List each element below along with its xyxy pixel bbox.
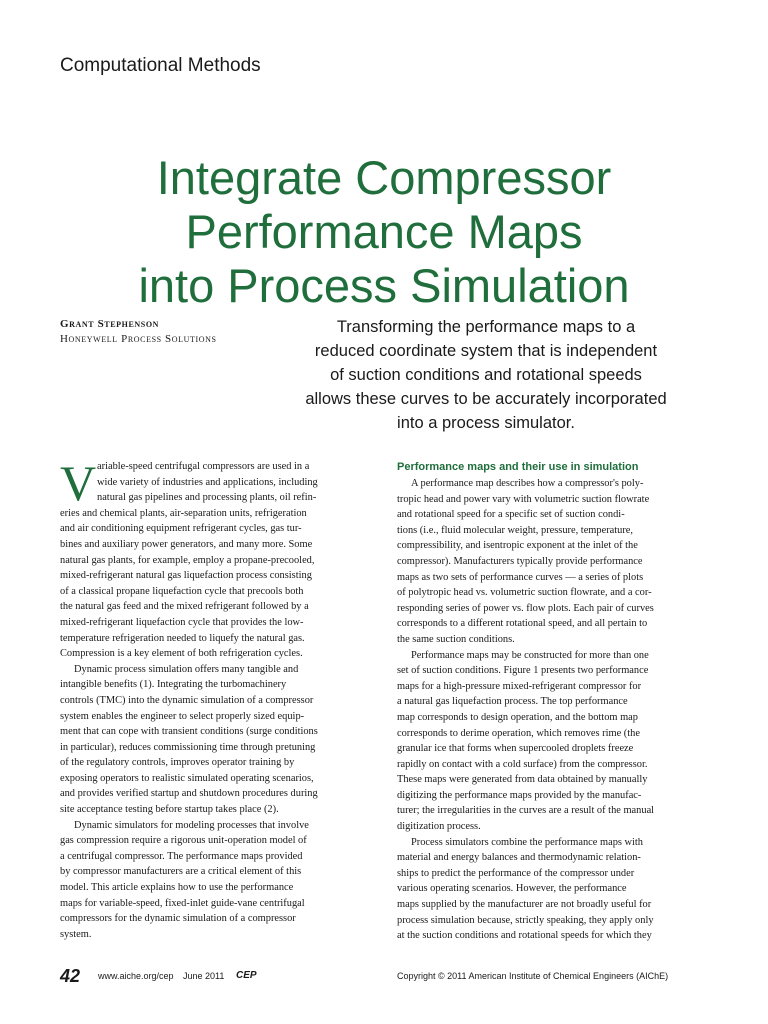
body-line: temperature refrigeration needed to liquefy the natural gas. bbox=[60, 632, 305, 644]
body-line: system. bbox=[60, 928, 92, 940]
body-line: ment that can cope with transient conditions (surge conditions bbox=[60, 726, 318, 738]
body-line: natural gas pipelines and processing plants, oil refin- bbox=[97, 492, 317, 504]
body-line: rapidly on contact with a cold surface) from the compressor. bbox=[397, 758, 648, 770]
body-line: at the suction conditions and rotational speeds for which they bbox=[397, 930, 652, 942]
footer-date: June 2011 bbox=[183, 971, 225, 981]
body-line: and air conditioning equipment refrigerant cycles, gas tur- bbox=[60, 523, 302, 535]
title-line: Performance Maps bbox=[185, 205, 583, 259]
body-line: site acceptance testing before startup takes place (2). bbox=[60, 804, 279, 816]
deck-line: allows these curves to be accurately incorporated bbox=[305, 390, 667, 408]
body-line: ships to predict the performance of the compressor under bbox=[397, 867, 635, 879]
body-line: maps as two sets of performance curves — a series of plots bbox=[397, 571, 644, 583]
body-line: maps for variable-speed, fixed-inlet guide-vane centrifugal bbox=[60, 897, 305, 909]
body-line: A performance map describes how a compressor's poly- bbox=[411, 478, 644, 489]
deck-line: of suction conditions and rotational speeds bbox=[330, 366, 642, 384]
body-line: wide variety of industries and applications, including bbox=[97, 476, 318, 488]
copyright-notice: Copyright © 2011 American Institute of Chemical Engineers (AIChE) bbox=[397, 971, 669, 981]
body-line: eries and chemical plants, air-separation units, refrigeration bbox=[60, 507, 307, 519]
deck-line: Transforming the performance maps to a bbox=[336, 318, 636, 336]
body-line: and rotational speed for a specific set of suction condi- bbox=[397, 509, 625, 521]
body-line: mixed-refrigerant liquefaction cycle that provides the low- bbox=[60, 616, 304, 628]
body-column-left bbox=[60, 455, 362, 942]
body-column-right bbox=[397, 460, 699, 944]
body-line: Process simulators combine the performance maps with bbox=[411, 836, 643, 848]
journal-logo: CEP bbox=[236, 970, 257, 981]
title-line: Integrate Compressor bbox=[156, 151, 612, 205]
body-line: Performance maps may be constructed for more than one bbox=[411, 649, 649, 661]
deck-line: into a process simulator. bbox=[397, 414, 575, 432]
body-line: and provides verified startup and shutdown procedures during bbox=[60, 788, 318, 800]
byline bbox=[60, 317, 217, 347]
body-line: the same suction conditions. bbox=[397, 633, 515, 645]
body-line: These maps were generated from data obtained by manually bbox=[397, 774, 648, 786]
body-line: intangible benefits (1). Integrating the turbomachinery bbox=[60, 679, 287, 691]
page-footer bbox=[60, 966, 720, 988]
body-line: of polytropic head vs. volumetric suction flowrate, and a cor- bbox=[397, 587, 652, 599]
body-line: set of suction conditions. Figure 1 presents two performance bbox=[397, 665, 649, 677]
footer-url[interactable]: www.aiche.org/cep bbox=[98, 971, 174, 981]
section-subhead: Performance maps and their use in simulation bbox=[397, 461, 639, 473]
body-line: maps for a high-pressure mixed-refrigerant compressor for bbox=[397, 680, 642, 692]
body-line: process simulation because, strictly speaking, they apply only bbox=[397, 914, 654, 926]
body-line: corresponds to derime operation, which removes rime (the bbox=[397, 727, 640, 739]
body-line: gas compression require a rigorous unit-operation model of bbox=[60, 835, 307, 847]
body-line: Dynamic process simulation offers many tangible and bbox=[74, 663, 299, 675]
body-line: ariable-speed centrifugal compressors are used in a bbox=[97, 461, 310, 472]
body-line: a natural gas liquefaction process. The top performance bbox=[397, 696, 628, 708]
body-line: compressors for the dynamic simulation of a compressor bbox=[60, 913, 296, 925]
body-line: system enables the engineer to select properly sized equip- bbox=[60, 710, 305, 722]
body-line: tropic head and power vary with volumetric suction flowrate bbox=[397, 493, 650, 505]
article-title bbox=[40, 151, 728, 313]
body-line: digitizing the performance maps provided by the manufac- bbox=[397, 789, 642, 801]
body-line: bines and auxiliary power generators, and many more. Some bbox=[60, 538, 313, 550]
drop-cap: V bbox=[60, 455, 97, 511]
body-line: map corresponds to design operation, and the bottom map bbox=[397, 711, 638, 723]
body-line: compressibility, and isentropic exponent at the inlet of the bbox=[397, 540, 638, 552]
page-number: 42 bbox=[60, 966, 81, 986]
body-line: natural gas plants, for example, employ a propane-precooled, bbox=[60, 554, 315, 566]
body-line: material and energy balances and thermodynamic relation- bbox=[397, 852, 641, 864]
body-line: model. This article explains how to use the performance bbox=[60, 882, 294, 894]
body-line: Dynamic simulators for modeling processes that involve bbox=[74, 819, 309, 831]
author-affiliation: Honeywell Process Solutions bbox=[60, 333, 217, 345]
body-line: exposing operators to realistic simulated operating scenarios, bbox=[60, 772, 314, 784]
body-line: the natural gas feed and the mixed refrigerant followed by a bbox=[60, 601, 309, 613]
body-line: of the regulatory controls, improves operator training by bbox=[60, 757, 295, 769]
body-line: granular ice that forms when supercooled droplets freeze bbox=[397, 743, 634, 755]
title-line: into Process Simulation bbox=[138, 259, 630, 313]
article-deck bbox=[278, 315, 694, 435]
deck-line: reduced coordinate system that is independent bbox=[314, 342, 658, 360]
body-line: Compression is a key element of both refrigeration cycles. bbox=[60, 648, 303, 660]
section-label: Computational Methods bbox=[60, 55, 261, 76]
body-line: of a classical propane liquefaction cycle that precools both bbox=[60, 585, 304, 597]
author-name: Grant Stephenson bbox=[60, 318, 160, 330]
body-line: compressor). Manufacturers typically provide performance bbox=[397, 555, 643, 567]
body-line: mixed-refrigerant natural gas liquefaction process consisting bbox=[60, 570, 312, 582]
body-line: tions (i.e., fluid molecular weight, pressure, temperature, bbox=[397, 524, 634, 536]
body-line: digitization process. bbox=[397, 821, 481, 833]
body-line: turer; the irregularities in the curves are a result of the manual bbox=[397, 805, 655, 817]
body-line: controls (TMC) into the dynamic simulation of a compressor bbox=[60, 694, 314, 706]
body-line: corresponds to a different rotational speed, and all pertain to bbox=[397, 618, 648, 630]
body-line: various operating scenarios. However, the performance bbox=[397, 883, 627, 895]
body-line: maps supplied by the manufacturer are not broadly useful for bbox=[397, 899, 652, 911]
body-line: a centrifugal compressor. The performance maps provided bbox=[60, 850, 303, 862]
body-line: in particular), reduces commissioning time through pretuning bbox=[60, 741, 316, 753]
body-line: responding series of power vs. flow plots. Each pair of curves bbox=[397, 602, 654, 614]
body-line: by compressor manufacturers are a critical element of this bbox=[60, 866, 302, 878]
